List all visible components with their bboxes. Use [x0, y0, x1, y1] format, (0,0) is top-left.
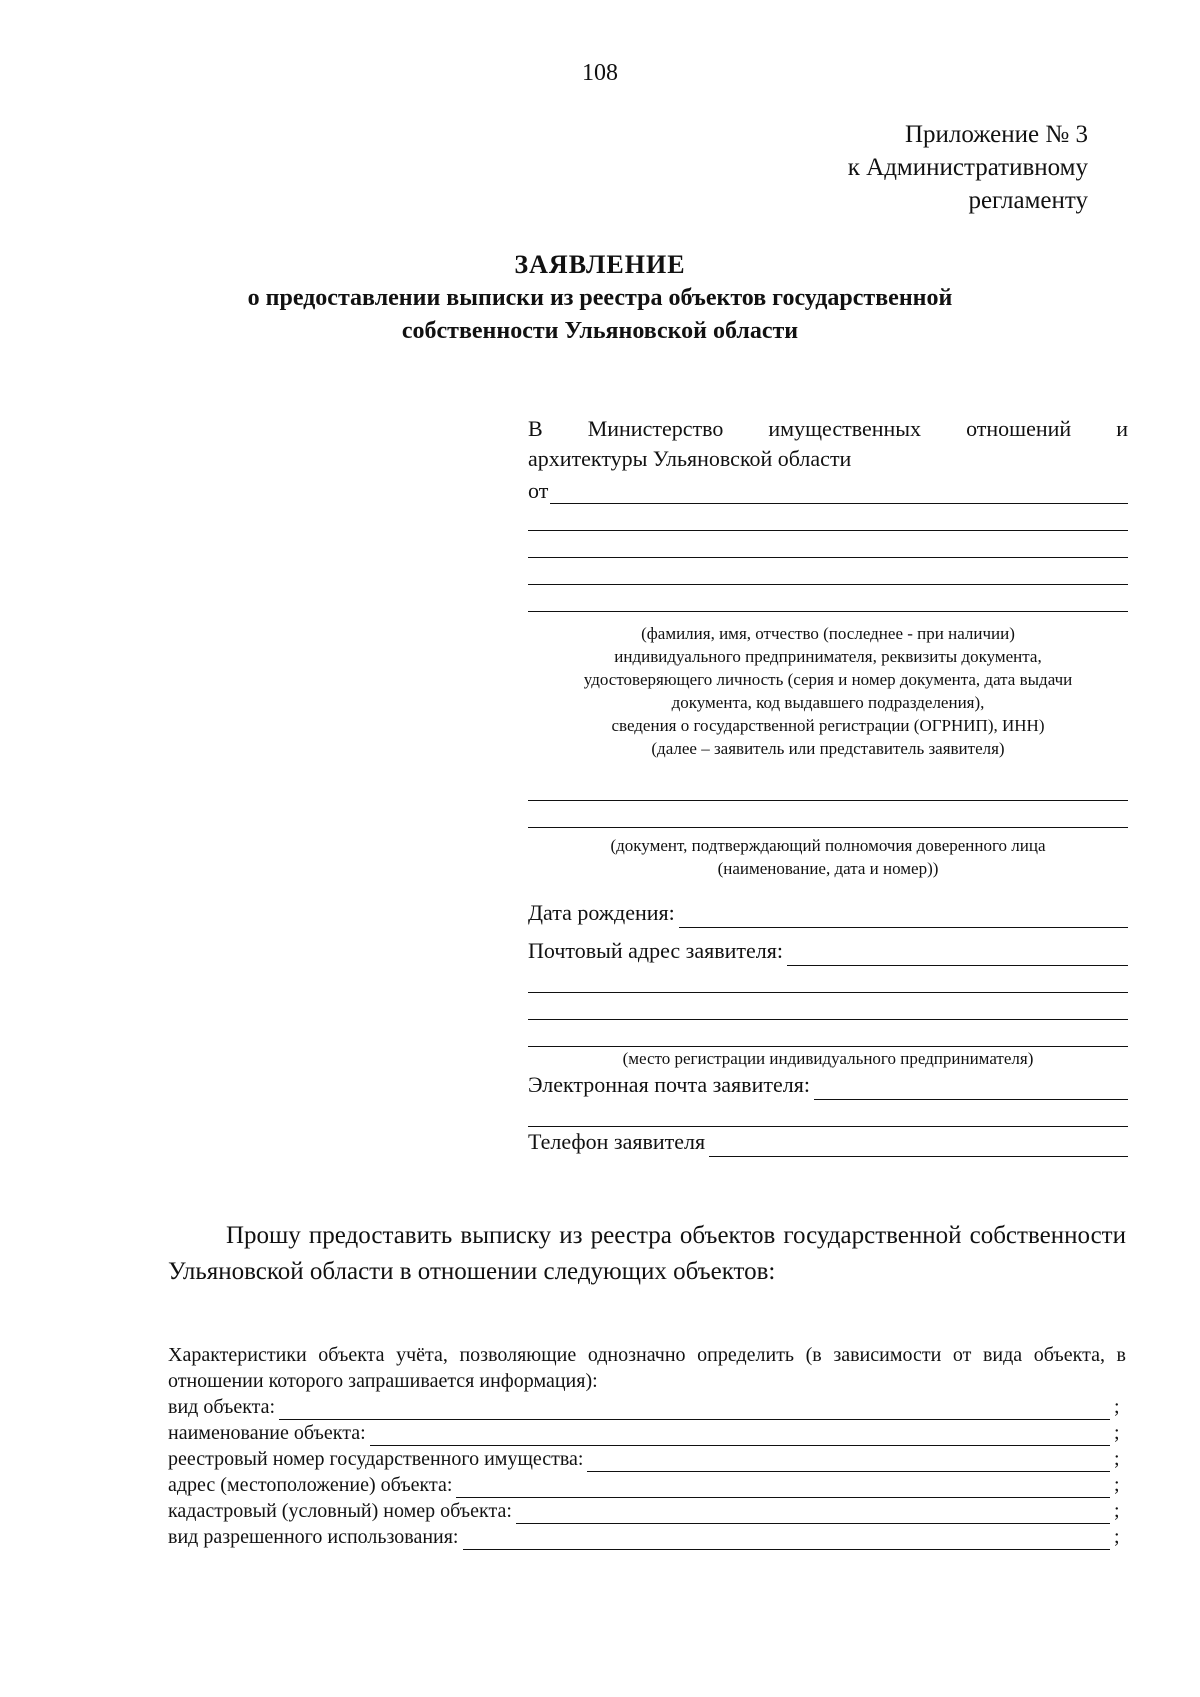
- characteristic-terminator: ;: [1114, 1474, 1120, 1496]
- permitted-use-field[interactable]: [463, 1529, 1111, 1550]
- characteristics-intro: Характеристики объекта учёта, позволяющие однозначно определить (в зависимости от вида объекта, в отношении которого запрашивается информация):: [168, 1344, 1126, 1392]
- applicant-blank-line[interactable]: [528, 531, 1128, 558]
- characteristic-row-registry-number: [168, 1446, 1126, 1472]
- characteristic-terminator: ;: [1114, 1396, 1120, 1418]
- characteristic-row-object-name: [168, 1420, 1126, 1446]
- title-main: ЗАЯВЛЕНИЕ: [514, 250, 686, 279]
- postal-address-blank-line[interactable]: [528, 993, 1128, 1020]
- object-address-field[interactable]: [456, 1477, 1110, 1498]
- title-sub-2: собственности Ульяновской области: [401, 318, 799, 344]
- birth-date-label: Дата рождения:: [528, 900, 675, 925]
- proxy-blank-line[interactable]: [528, 801, 1128, 828]
- characteristic-terminator: ;: [1114, 1500, 1120, 1522]
- proxy-note: [528, 834, 1128, 880]
- email-blank-line[interactable]: [528, 1100, 1128, 1127]
- appendix-line-2: к Административному: [847, 154, 1088, 181]
- characteristic-row-permitted-use: [168, 1524, 1126, 1550]
- characteristic-row-address: [168, 1472, 1126, 1498]
- applicant-note-line: (далее – заявитель или представитель заявителя): [651, 739, 1005, 758]
- characteristic-label: реестровый номер государственного имущества:: [168, 1448, 584, 1470]
- characteristic-label: кадастровый (условный) номер объекта:: [168, 1500, 512, 1522]
- addressee-word: Министерство: [587, 416, 724, 441]
- characteristic-terminator: ;: [1114, 1526, 1120, 1548]
- proxy-blank-line[interactable]: [528, 774, 1128, 801]
- registry-number-field[interactable]: [587, 1451, 1110, 1472]
- phone-label: Телефон заявителя: [528, 1129, 706, 1154]
- email-field[interactable]: [814, 1075, 1128, 1100]
- object-name-field[interactable]: [370, 1425, 1110, 1446]
- addressee-word: и: [1116, 416, 1128, 441]
- appendix-line-3: регламенту: [968, 187, 1088, 214]
- addressee-block: [528, 414, 1128, 1157]
- characteristic-terminator: ;: [1114, 1448, 1120, 1470]
- birth-date-row: [528, 898, 1128, 928]
- characteristic-label: вид разрешенного использования:: [168, 1526, 459, 1548]
- applicant-note-line: удостоверяющего личность (серия и номер документа, дата выдачи: [583, 670, 1073, 689]
- from-field[interactable]: [550, 481, 1128, 504]
- title-sub-1: о предоставлении выписки из реестра объектов государственной: [247, 285, 953, 311]
- from-row: [528, 474, 1128, 504]
- applicant-blank-line[interactable]: [528, 558, 1128, 585]
- page-number: 108: [582, 60, 618, 86]
- phone-field[interactable]: [709, 1132, 1128, 1157]
- characteristic-label: наименование объекта:: [168, 1422, 366, 1444]
- cadastral-number-field[interactable]: [516, 1503, 1110, 1524]
- appendix-header: [848, 118, 1088, 217]
- characteristic-label: вид объекта:: [168, 1396, 276, 1418]
- postal-address-blank-line[interactable]: [528, 966, 1128, 993]
- birth-date-field[interactable]: [679, 903, 1128, 928]
- request-text: Прошу предоставить выписку из реестра объектов государственной собственности Ульяновской области в отношении следующих объектов:: [168, 1222, 1126, 1285]
- characteristic-label: адрес (местоположение) объекта:: [168, 1474, 453, 1496]
- postal-address-row: [528, 936, 1128, 966]
- phone-row: [528, 1127, 1128, 1157]
- characteristic-row-object-type: [168, 1394, 1126, 1420]
- proxy-note-line: (наименование, дата и номер)): [717, 859, 939, 878]
- applicant-note-line: индивидуального предпринимателя, реквизиты документа,: [614, 647, 1042, 666]
- object-type-field[interactable]: [279, 1399, 1110, 1420]
- applicant-note: [528, 622, 1128, 760]
- addressee-word: имущественных: [768, 416, 922, 441]
- from-label: от: [528, 478, 549, 503]
- applicant-note-line: сведения о государственной регистрации (ОГРНИП), ИНН): [611, 716, 1045, 735]
- postal-address-label: Почтовый адрес заявителя:: [528, 938, 784, 963]
- addressee-line-2: архитектуры Ульяновской области: [528, 446, 852, 471]
- addressee-word: В: [528, 416, 543, 441]
- document-title: [150, 248, 1050, 348]
- applicant-note-line: (фамилия, имя, отчество (последнее - при наличии): [641, 624, 1015, 643]
- registration-note: (место регистрации индивидуального предпринимателя): [622, 1049, 1034, 1068]
- email-label: Электронная почта заявителя:: [528, 1072, 810, 1097]
- characteristic-row-cadastral-number: [168, 1498, 1126, 1524]
- applicant-note-line: документа, код выдавшего подразделения),: [671, 693, 985, 712]
- characteristic-terminator: ;: [1114, 1422, 1120, 1444]
- appendix-line-1: Приложение № 3: [904, 121, 1088, 148]
- proxy-note-line: (документ, подтверждающий полномочия доверенного лица: [610, 836, 1046, 855]
- addressee-line-1: [528, 414, 1128, 444]
- email-row: [528, 1070, 1128, 1100]
- addressee-word: отношений: [966, 416, 1072, 441]
- applicant-blank-line[interactable]: [528, 504, 1128, 531]
- postal-address-field[interactable]: [787, 941, 1128, 966]
- postal-address-blank-line[interactable]: [528, 1020, 1128, 1047]
- object-characteristics: [168, 1342, 1126, 1550]
- applicant-blank-line[interactable]: [528, 585, 1128, 612]
